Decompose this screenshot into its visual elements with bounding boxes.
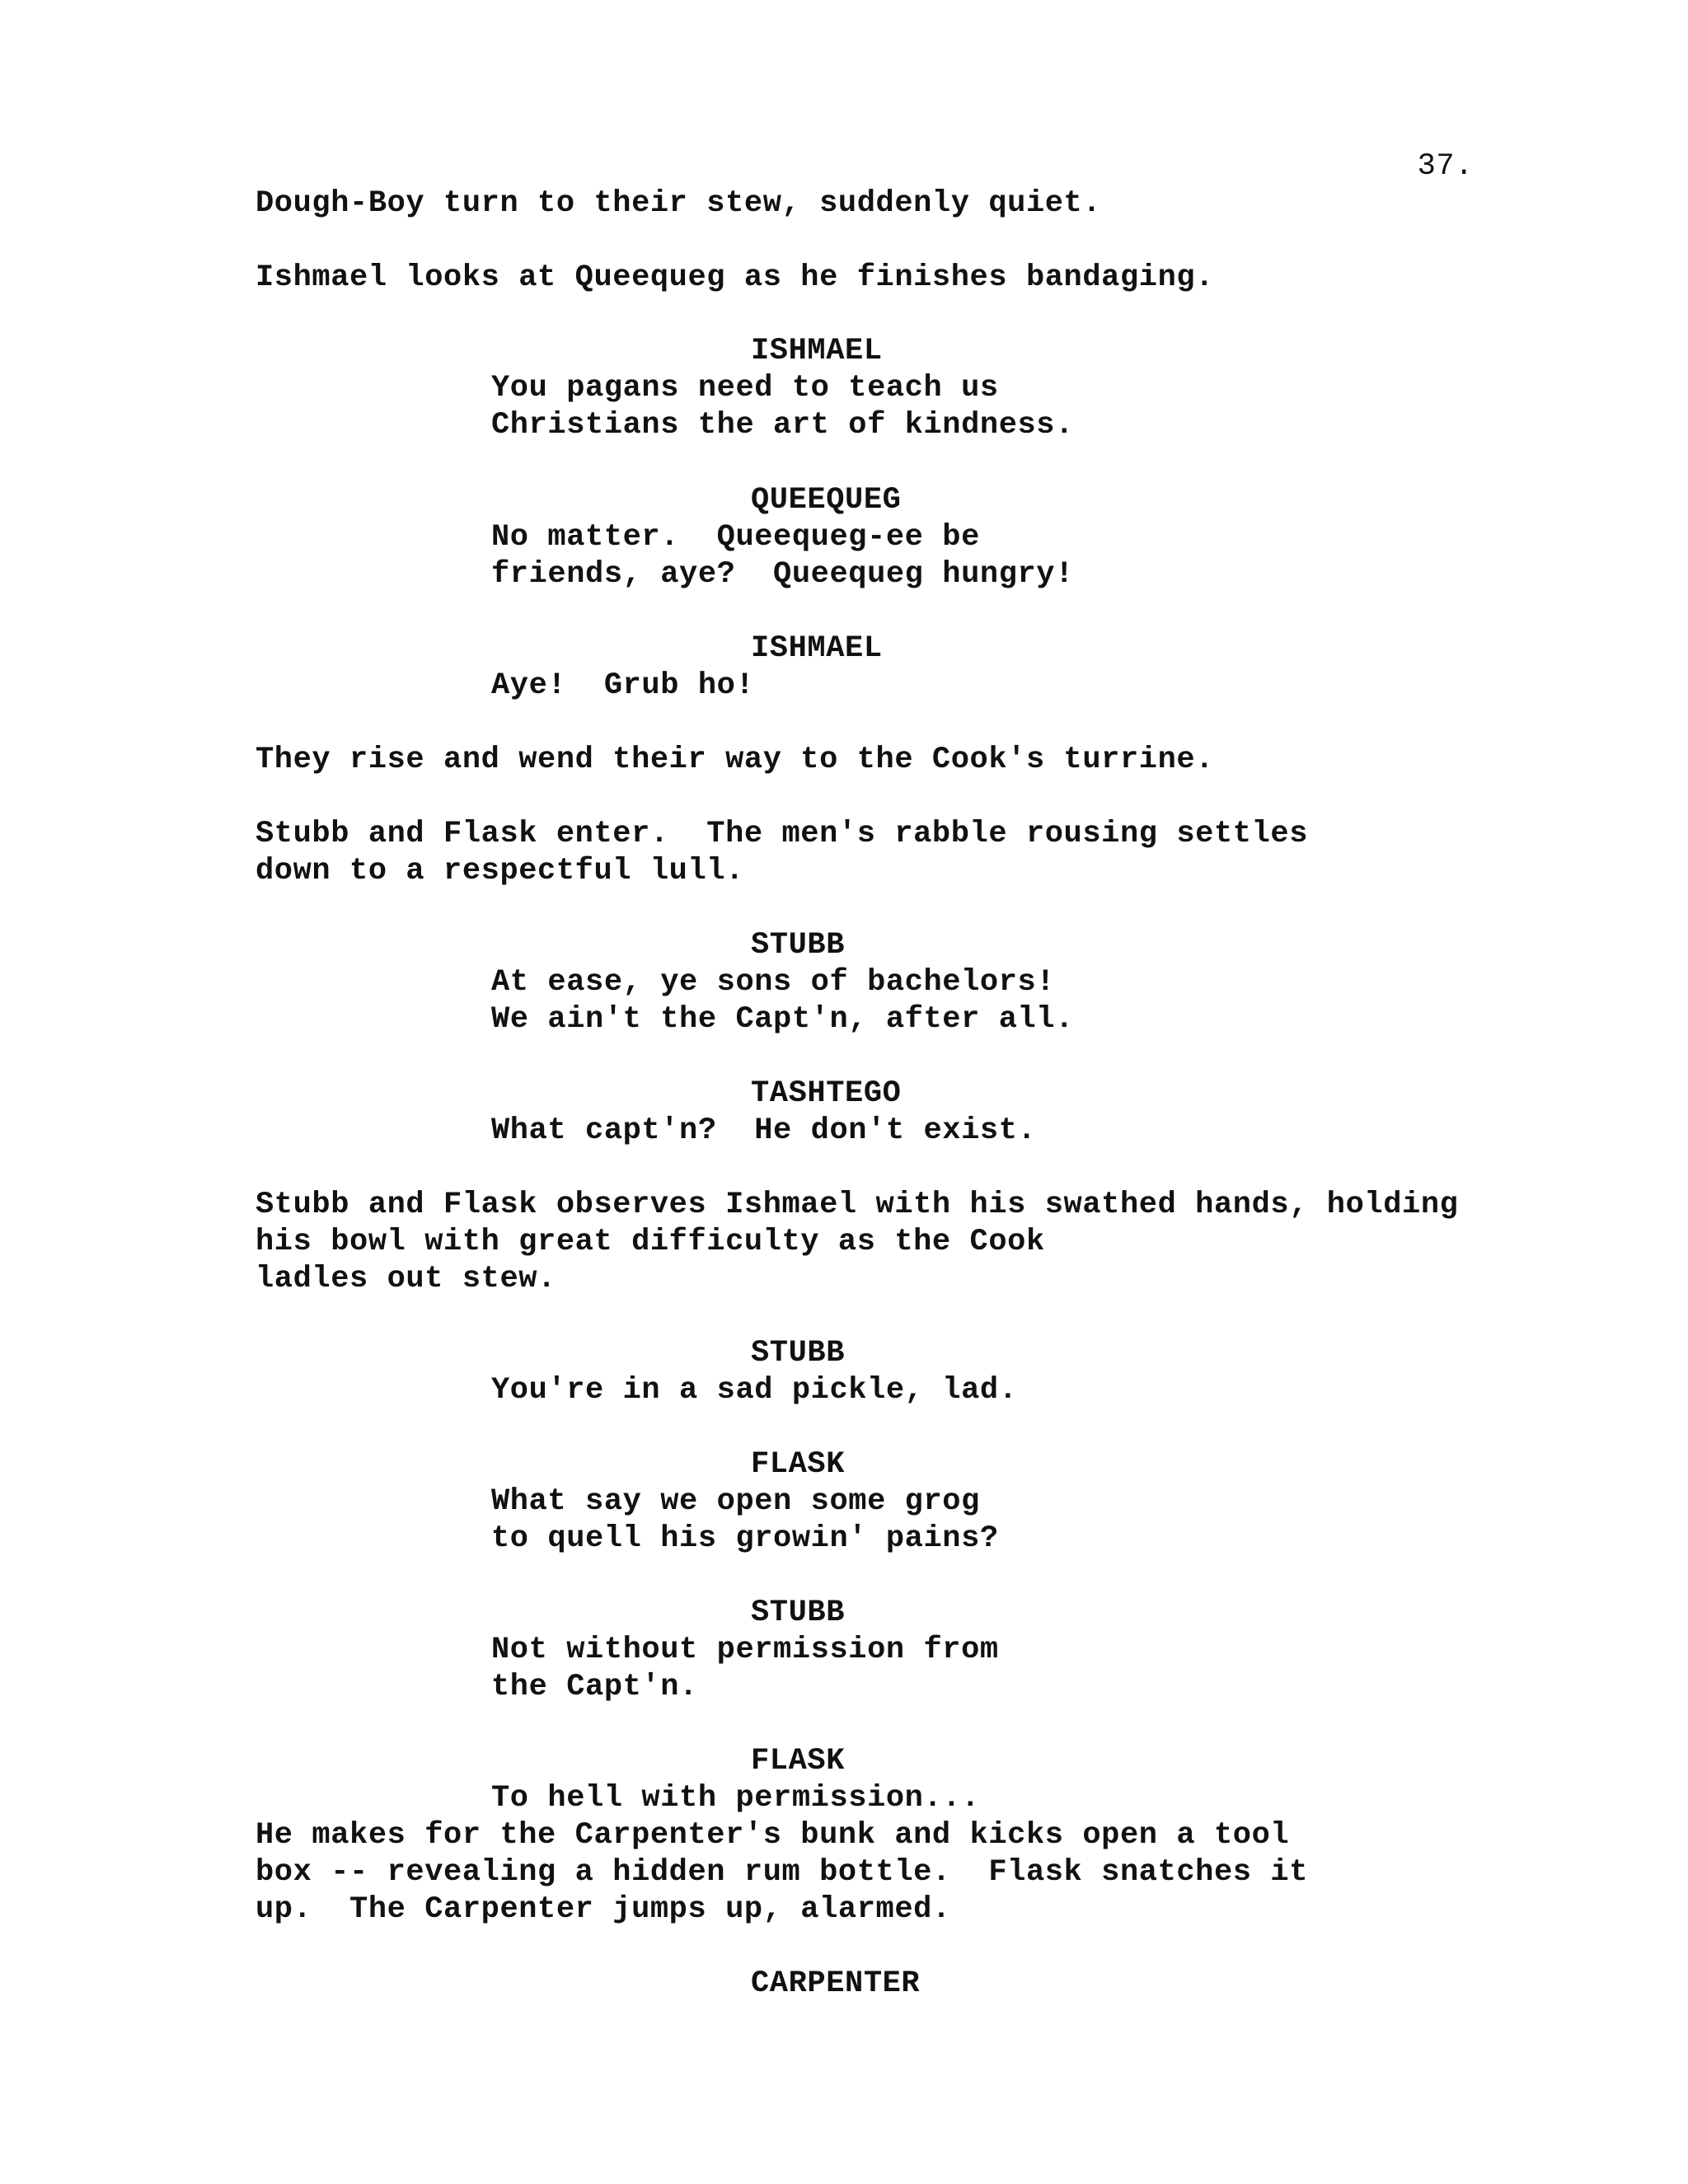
action-line: He makes for the Carpenter's bunk and kicks open a tool — [256, 1818, 1290, 1853]
character-cue: STUBB — [751, 1596, 846, 1630]
dialogue-line: You're in a sad pickle, lad. — [491, 1373, 1018, 1408]
page-number: 37. — [1417, 149, 1474, 184]
character-cue: ISHMAEL — [751, 334, 883, 368]
action-line: Dough-Boy turn to their stew, suddenly quiet. — [256, 186, 1102, 221]
dialogue-line: You pagans need to teach us — [491, 371, 999, 405]
action-line: They rise and wend their way to the Cook's turrine. — [256, 743, 1214, 777]
character-cue: FLASK — [751, 1447, 846, 1482]
action-line: up. The Carpenter jumps up, alarmed. — [256, 1892, 951, 1927]
character-cue: FLASK — [751, 1744, 846, 1779]
dialogue-line: To hell with permission... — [491, 1781, 980, 1816]
dialogue-line: What say we open some grog — [491, 1484, 980, 1519]
action-line: Stubb and Flask enter. The men's rabble rousing settles — [256, 817, 1309, 851]
dialogue-line: At ease, ye sons of bachelors! — [491, 965, 1056, 1000]
character-cue: TASHTEGO — [751, 1076, 902, 1111]
action-line: Ishmael looks at Queequeg as he finishes bandaging. — [256, 260, 1214, 295]
action-line: box -- revealing a hidden rum bottle. Flask snatches it — [256, 1855, 1309, 1890]
action-line: down to a respectful lull. — [256, 854, 744, 888]
dialogue-line: We ain't the Capt'n, after all. — [491, 1002, 1074, 1037]
dialogue-line: What capt'n? He don't exist. — [491, 1113, 1037, 1148]
action-line: ladles out stew. — [256, 1262, 556, 1296]
character-cue: STUBB — [751, 928, 846, 963]
character-cue: STUBB — [751, 1336, 846, 1371]
dialogue-line: to quell his growin' pains? — [491, 1521, 999, 1556]
dialogue-line: No matter. Queequeg-ee be — [491, 520, 980, 555]
character-cue: ISHMAEL — [751, 631, 883, 666]
action-line: Stubb and Flask observes Ishmael with his swathed hands, holding — [256, 1188, 1459, 1222]
dialogue-line: Not without permission from — [491, 1633, 999, 1667]
dialogue-line: friends, aye? Queequeg hungry! — [491, 557, 1074, 592]
character-cue: QUEEQUEG — [751, 483, 902, 518]
dialogue-line: Aye! Grub ho! — [491, 668, 755, 703]
dialogue-line: Christians the art of kindness. — [491, 408, 1074, 443]
action-line: his bowl with great difficulty as the Cook — [256, 1225, 1045, 1259]
character-cue: CARPENTER — [751, 1966, 921, 2001]
dialogue-line: the Capt'n. — [491, 1670, 698, 1704]
